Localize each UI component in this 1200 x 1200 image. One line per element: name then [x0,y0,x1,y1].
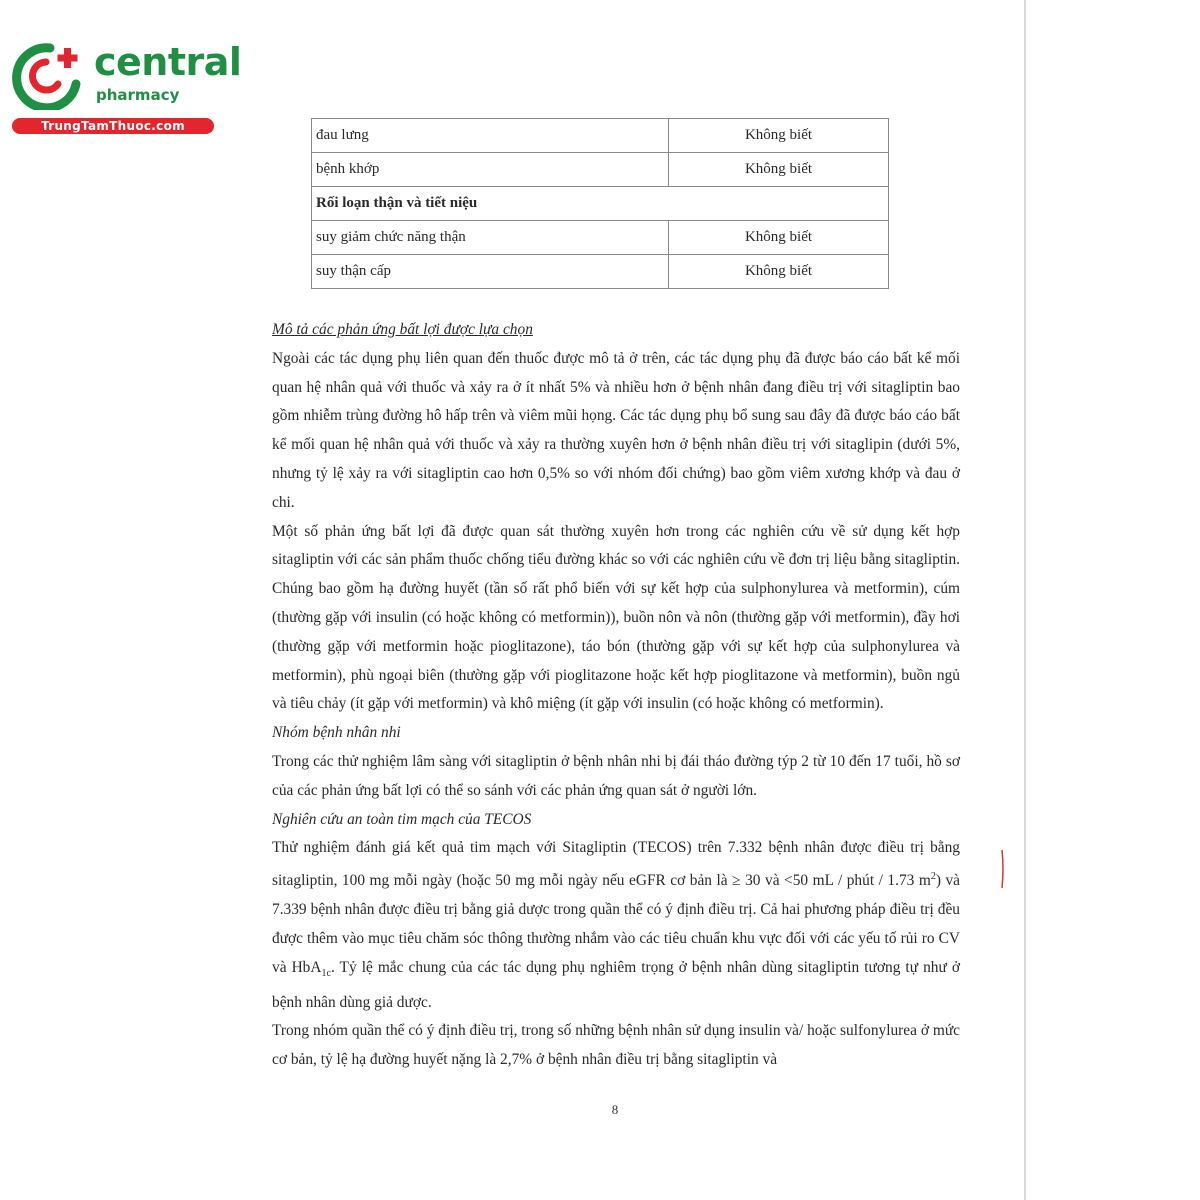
page-margin [1026,0,1200,1200]
paragraph-tecos [272,834,960,1017]
text-segment: . Tỷ lệ mắc chung của các tác dụng phụ nghiêm trọng ở bệnh nhân dùng sitagliptin tương tự như ở bệnh nhân dùng giả dược. [272,958,960,1011]
red-pen-mark-icon [1000,848,1004,890]
reaction-frequency: Không biết [669,221,889,255]
table-row [312,221,889,255]
logo-website: TrungTamThuoc.com [12,118,214,134]
text-segment: Thử nghiệm đánh giá kết quả tim mạch với Sitagliptin (TECOS) trên 7.332 bệnh nhân được điều trị bằng sitagliptin, 100 mg mỗi ngày (hoặc 50 mg mỗi ngày nếu eGFR cơ bản là ≥ 30 và <50 mL / phút / 1.73 m [272,839,960,890]
central-pharmacy-logo[interactable] [8,36,242,136]
paragraph: Trong các thử nghiệm lâm sàng với sitagliptin ở bệnh nhân nhi bị đái tháo đường týp 2 từ 10 đến 17 tuổi, hồ sơ của các phản ứng bất lợi có thể so sánh với các phản ứng quan sát ở người lớn. [272,752,960,799]
reaction-frequency: Không biết [669,255,889,289]
reaction-term: suy thận cấp [312,255,669,289]
text-segment: ) và 7.339 bệnh nhân được điều trị bằng giả dược trong quần thể có ý định điều trị. Cả hai phương pháp điều trị đều được thêm vào mục tiêu chăm sóc thông thường nhắm vào các tiêu chuẩn khu vực đối với các yếu tố rủi ro CV và HbA [272,872,960,976]
reaction-term: bệnh khớp [312,153,669,187]
logo-name: central [94,40,242,84]
document-body [272,316,960,1075]
adverse-reactions-table [311,118,889,289]
tecos-heading: Nghiên cứu an toàn tim mạch của TECOS [272,810,532,828]
table-row [312,119,889,153]
organ-class-heading: Rối loạn thận và tiết niệu [312,187,889,221]
paragraph: Một số phản ứng bất lợi đã được quan sát thường xuyên hơn trong các nghiên cứu về sử dụng kết hợp sitagliptin với các sản phẩm thuốc chống tiểu đường khác so với các nghiên cứu về đơn trị liệu bằng sitagliptin. Chúng bao gồm hạ đường huyết (tần số rất phổ biến với sự kết hợp của sulphonylurea và metformin), cúm (thường gặp với insulin (có hoặc không có metformin)), buồn nôn và nôn (thường gặp với metformin), đầy hơi (thường gặp với metformin hoặc pioglitazone), táo bón (thường gặp với sự kết hợp của sulphonylurea và metformin), phù ngoại biên (thường gặp với pioglitazone hoặc kết hợp pioglitazone và metformin), buồn ngủ và tiêu chảy (ít gặp với metformin) và khô miệng (ít gặp với insulin (có hoặc không có metformin). [272,522,960,713]
pharmacy-cross-logo-icon [10,40,86,110]
table-row [312,255,889,289]
reaction-frequency: Không biết [669,119,889,153]
table-row [312,153,889,187]
selected-reactions-heading: Mô tả các phản ứng bất lợi được lựa chọn [272,321,533,338]
reaction-frequency: Không biết [669,153,889,187]
subscript: 1c [321,967,331,979]
logo-subtitle: pharmacy [96,86,180,104]
reaction-term: đau lưng [312,119,669,153]
table-section-row [312,187,889,221]
paragraph: Trong nhóm quần thể có ý định điều trị, trong số những bệnh nhân sử dụng insulin và/ hoặc sulfonylurea ở mức cơ bản, tỷ lệ hạ đường huyết nặng là 2,7% ở bệnh nhân điều trị bằng sitagliptin và [272,1022,960,1069]
superscript: 2 [930,871,936,883]
paragraph: Ngoài các tác dụng phụ liên quan đến thuốc được mô tả ở trên, các tác dụng phụ đã được báo cáo bất kể mối quan hệ nhân quả với thuốc và xảy ra ở ít nhất 5% và nhiều hơn ở bệnh nhân đang điều trị với sitagliptin bao gồm nhiễm trùng đường hô hấp trên và viêm mũi họng. Các tác dụng phụ bổ sung sau đây đã được báo cáo bất kể mối quan hệ nhân quả với thuốc và xảy ra thường xuyên hơn ở bệnh nhân điều trị với sitaglipin (dưới 5%, nhưng tỷ lệ xảy ra với sitagliptin cao hơn 0,5% so với nhóm đối chứng) bao gồm viêm xương khớp và đau ở chi. [272,349,960,511]
reaction-term: suy giảm chức năng thận [312,221,669,255]
page-number: 8 [611,1102,619,1117]
pediatric-heading: Nhóm bệnh nhân nhi [272,724,401,742]
